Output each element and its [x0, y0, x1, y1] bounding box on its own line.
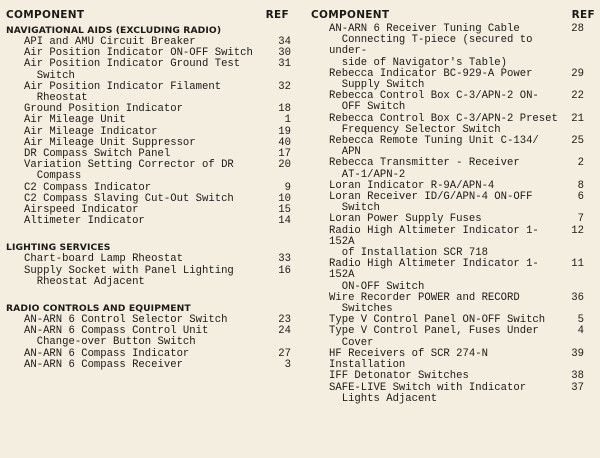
component-ref: 36 [571, 291, 584, 304]
component-row [309, 69, 598, 91]
component-name: SAFE-LIVE Switch with Indicator Lights Adjacent [329, 381, 527, 405]
component-name: Air Position Indicator Ground Test Switch [24, 58, 241, 82]
component-ref: 30 [278, 47, 291, 60]
component-ref: 21 [571, 112, 584, 125]
component-name: Air Mileage Unit [24, 114, 126, 127]
section-heading: NAVIGATIONAL AIDS (EXCLUDING RADIO) [6, 25, 222, 36]
component-row [309, 114, 598, 136]
component-row [4, 216, 292, 227]
component-row [4, 160, 292, 182]
component-ref: 5 [577, 314, 584, 327]
ref-heading: REF [265, 9, 289, 21]
component-name: Air Mileage Unit Suppressor [24, 136, 196, 149]
component-name: AN-ARN 6 Compass Indicator [24, 347, 190, 360]
component-name: C2 Compass Slaving Cut-Out Switch [24, 192, 234, 205]
component-ref: 16 [278, 264, 291, 277]
component-ref: 12 [571, 224, 584, 237]
component-name: Air Position Indicator Filament Rheostat [24, 80, 222, 105]
component-name: API and AMU Circuit Breaker [24, 36, 196, 48]
component-name: Rebecca Control Box C-3/APN-2 Preset Frequency Selector Switch [329, 112, 558, 136]
component-name: AN-ARN 6 Compass Receiver [24, 358, 183, 371]
component-row [309, 226, 598, 260]
component-name: Type V Control Panel, Fuses Under Cover [329, 325, 539, 349]
component-ref: 7 [577, 213, 584, 226]
component-ref: 11 [571, 258, 584, 271]
component-name: HF Receivers of SCR 274-N Installation [329, 347, 495, 372]
component-name: Radio High Altimeter Indicator 1-152A ON-OFF Switch [329, 258, 539, 293]
component-heading: COMPONENT [6, 9, 85, 21]
component-ref: 27 [278, 347, 291, 360]
component-row [4, 59, 292, 81]
component-row [309, 136, 598, 158]
component-name: Radio High Altimeter Indicator 1-152A of Installation SCR 718 [329, 224, 539, 260]
section-heading: RADIO CONTROLS AND EQUIPMENT [6, 303, 191, 315]
column-header [4, 0, 292, 24]
component-row [4, 254, 292, 265]
section-gap [4, 288, 292, 302]
component-row [309, 259, 598, 293]
component-ref: 1 [284, 114, 291, 127]
component-row [4, 82, 292, 104]
component-row [309, 349, 598, 371]
left-column [4, 0, 292, 371]
component-row [309, 371, 598, 382]
component-ref: 24 [278, 325, 291, 338]
component-row [309, 91, 598, 113]
component-ref: 2 [577, 157, 584, 170]
component-row [309, 383, 598, 405]
component-row [309, 24, 598, 69]
component-name: Ground Position Indicator [24, 103, 183, 116]
component-ref: 14 [278, 215, 291, 228]
component-name: Loran Indicator R-9A/APN-4 [329, 179, 495, 192]
component-name: Wire Recorder POWER and RECORD Switches [329, 291, 520, 316]
component-ref: 33 [278, 253, 291, 266]
component-heading: COMPONENT [311, 9, 390, 21]
component-name: Air Position Indicator ON-OFF Switch [24, 47, 253, 60]
component-ref: 22 [571, 90, 584, 103]
component-ref: 32 [278, 80, 291, 93]
component-name: IFF Detonator Switches [329, 370, 469, 383]
component-ref: 17 [278, 148, 291, 161]
component-ref: 40 [278, 136, 291, 149]
component-name: Loran Receiver ID/G/APN-4 ON-OFF Switch [329, 191, 533, 215]
component-row [309, 214, 598, 225]
left-component-list [4, 24, 292, 371]
component-ref: 4 [577, 325, 584, 338]
component-name: AN-ARN 6 Receiver Tuning Cable Connecting T-piece (secured to under- side of Navigator's Table) [329, 23, 533, 69]
component-ref: 20 [278, 159, 291, 172]
component-ref: 23 [278, 314, 291, 327]
component-ref: 29 [571, 67, 584, 80]
column-header [309, 0, 598, 24]
component-ref: 38 [571, 370, 584, 383]
component-row [4, 266, 292, 288]
ref-heading: REF [571, 9, 595, 21]
component-row [4, 360, 292, 371]
component-ref: 25 [571, 135, 584, 148]
component-name: Variation Setting Corrector of DR Compass [24, 159, 234, 183]
section-gap [4, 227, 292, 241]
component-row [309, 293, 598, 315]
component-row [309, 158, 598, 180]
component-name: Rebecca Control Box C-3/APN-2 ON- OFF Switch [329, 90, 539, 114]
component-ref: 6 [577, 191, 584, 204]
component-ref: 19 [278, 125, 291, 138]
component-name: AN-ARN 6 Compass Control Unit Change-over Button Switch [24, 325, 209, 349]
component-row [4, 115, 292, 126]
component-ref: 3 [284, 358, 291, 371]
right-component-list [309, 24, 598, 405]
section-heading: LIGHTING SERVICES [6, 242, 111, 254]
component-ref: 34 [278, 36, 291, 48]
component-name: Supply Socket with Panel Lighting Rheostat Adjacent [24, 264, 234, 288]
component-name: Rebecca Transmitter - Receiver AT-1/APN-2 [329, 157, 520, 181]
component-name: Type V Control Panel ON-OFF Switch [329, 314, 546, 327]
component-ref: 37 [571, 381, 584, 394]
component-ref: 15 [278, 204, 291, 217]
component-name: Loran Power Supply Fuses [329, 213, 482, 226]
component-ref: 31 [278, 58, 291, 71]
component-ref: 18 [278, 103, 291, 116]
component-name: AN-ARN 6 Control Selector Switch [24, 314, 228, 327]
component-name: C2 Compass Indicator [24, 181, 152, 194]
component-ref: 9 [284, 181, 291, 194]
component-name: Rebecca Indicator BC-929-A Power Supply Switch [329, 67, 533, 92]
component-name: Air Mileage Indicator [24, 125, 158, 138]
component-name: DR Compass Switch Panel [24, 148, 171, 161]
component-row [4, 326, 292, 348]
component-name: Rebecca Remote Tuning Unit C-134/ APN [329, 135, 539, 159]
component-ref: 28 [571, 23, 584, 35]
component-ref: 39 [571, 347, 584, 360]
component-ref: 10 [278, 192, 291, 205]
component-name: Chart-board Lamp Rheostat [24, 253, 183, 266]
component-name: Altimeter Indicator [24, 215, 145, 228]
right-column [309, 0, 598, 405]
component-row [309, 326, 598, 348]
component-ref: 8 [577, 179, 584, 192]
component-name: Airspeed Indicator [24, 204, 139, 217]
component-row [309, 192, 598, 214]
